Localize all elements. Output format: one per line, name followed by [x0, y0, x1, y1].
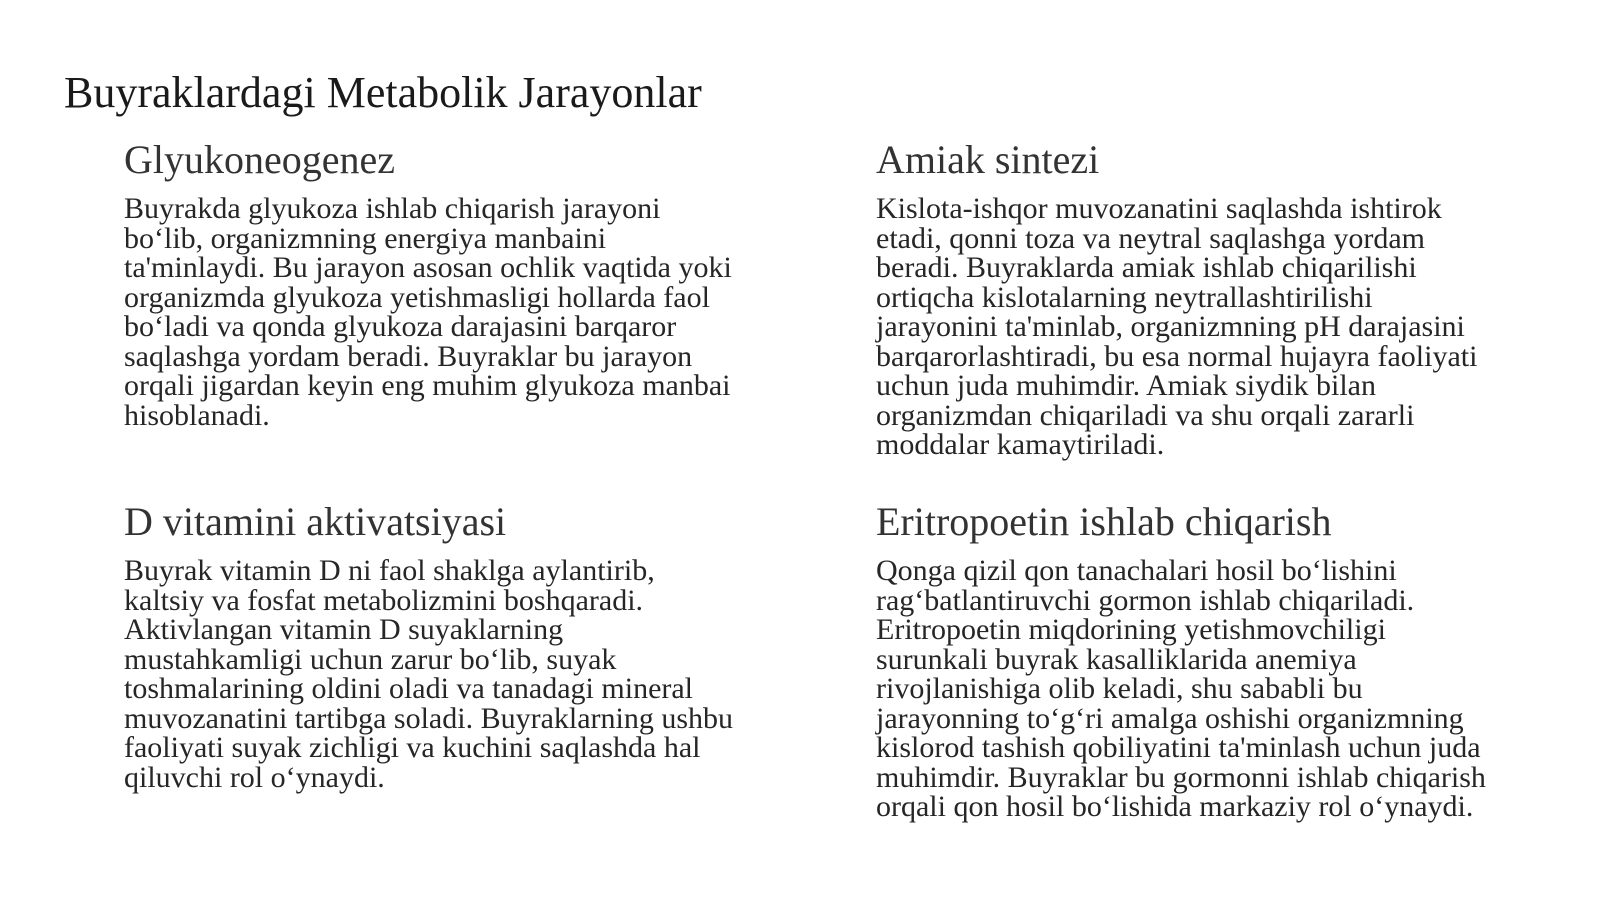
section-glyukoneogenez — [124, 136, 736, 430]
section-heading: Eritropoetin ishlab chiqarish — [876, 499, 1332, 544]
section-body: Buyrak vitamin D ni faol shaklga aylantirib, kaltsiy va fosfat metabolizmini boshqaradi. Aktivlangan vitamin D suyaklarning mustahkamligi uchun zarur bo‘lib, suyak toshmalarining oldini oladi va tanadagi mineral muvozanatini tartibga soladi. Buyraklarning ushbu faoliyati suyak zichligi va kuchini saqlashda hal qiluvchi rol o‘ynaydi. — [124, 554, 734, 794]
section-heading: Amiak sintezi — [876, 137, 1100, 182]
section-amiak-sintezi — [876, 136, 1496, 460]
slide-title: Buyraklardagi Metabolik Jarayonlar — [64, 68, 702, 117]
section-body: Buyrakda glyukoza ishlab chiqarish jarayoni bo‘lib, organizmning energiya manbaini ta'minlaydi. Bu jarayon asosan ochlik vaqtida yoki organizmda glyukoza yetishmasligi hollarda faol bo‘ladi va qonda glyukoza darajasini barqaror saqlashga yordam beradi. Buyraklar bu jarayon orqali jigardan keyin eng muhim glyukoza manbai hisoblanadi. — [124, 192, 732, 432]
section-heading: D vitamini aktivatsiyasi — [124, 499, 507, 544]
section-eritropoetin — [876, 498, 1496, 822]
section-d-vitamini — [124, 498, 736, 792]
section-body: Qonga qizil qon tanachalari hosil bo‘lishini rag‘batlantiruvchi gormon ishlab chiqariladi. Eritropoetin miqdorining yetishmovchiligi surunkali buyrak kasalliklarida anemiya rivojlanishiga olib keladi, shu sababli bu jarayonning to‘g‘ri amalga oshishi organizmning kislorod tashish qobiliyatini ta'minlash uchun juda muhimdir. Buyraklar bu gormonni ishlab chiqarish orqali qon hosil bo‘lishida markaziy rol o‘ynaydi. — [876, 554, 1486, 823]
section-heading: Glyukoneogenez — [124, 137, 396, 182]
section-body: Kislota-ishqor muvozanatini saqlashda ishtirok etadi, qonni toza va neytral saqlashga yordam beradi. Buyraklarda amiak ishlab chiqarilishi ortiqcha kislotalarning neytrallashtirilishi jarayonini ta'minlab, organizmning pH darajasini barqarorlashtiradi, bu esa normal hujayra faoliyati uchun juda muhimdir. Amiak siydik bilan organizmdan chiqariladi va shu orqali zararli moddalar kamaytiriladi. — [876, 192, 1478, 461]
